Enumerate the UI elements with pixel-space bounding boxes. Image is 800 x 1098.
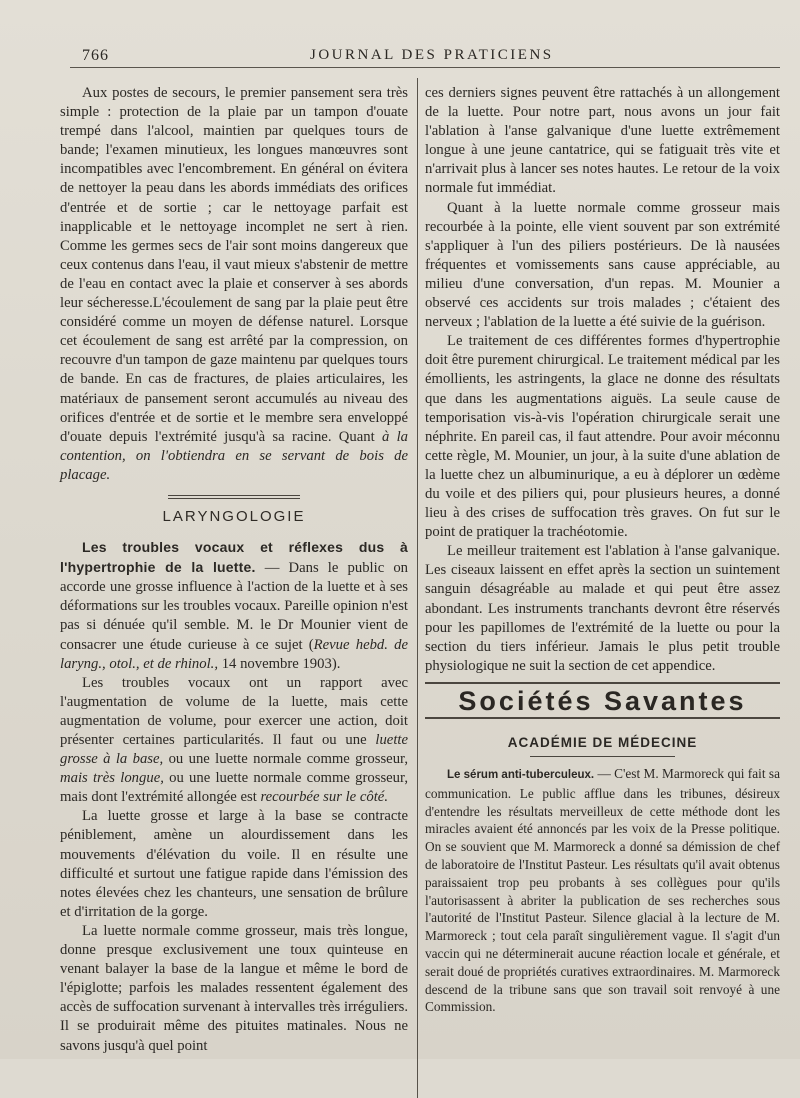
volume-italic-3: recourbée sur le côté.: [260, 789, 388, 806]
section-separator: [168, 495, 300, 499]
paragraph-large-base: La luette grosse et large à la base se contracte péniblement, amène un alourdissement dans les mouvements d'élévation du voile. Il en résulte une difficulté et surtout une fatigue rapide dans l'émission des notes élevées chez les chanteurs, une sensation de brûlure et d'irritation de la gorge.: [60, 808, 408, 920]
academy-heading: ACADÉMIE DE MÉDECINE: [507, 735, 698, 750]
left-column: [60, 84, 408, 1056]
page-number: 766: [82, 47, 109, 64]
reference-date: 14 novembre 1903).: [221, 655, 341, 672]
article-title: Les troubles vocaux et réflexes dus à l'hypertrophie de la luette.: [60, 539, 408, 576]
serum-lead: Le sérum anti-tuberculeux.: [447, 769, 595, 782]
paragraph-first-aid: [60, 84, 408, 485]
running-head: JOURNAL DES PRATICIENS: [310, 47, 554, 63]
volume-text-b: ou une luette normale comme grosseur,: [168, 751, 409, 768]
first-aid-italic: à la contention, on l'obtiendra en se servant de bois de placage.: [60, 428, 408, 483]
volume-italic-2: mais très longue,: [60, 770, 164, 787]
paragraph-long-uvula: La luette normale comme grosseur, mais très longue, donne presque exclusivement une toux quinteuse en venant balayer la base de la langue et même le bord de l'épiglotte; parfois les malades ressentent également des accès de suffocation survenant à intervalles très irréguliers. Il se produirait même des pituites matinales. Nous ne savons jusqu'à quel point: [60, 922, 408, 1054]
paragraph-treatment: Le traitement de ces différentes formes d'hypertrophie doit être purement chirurgical. Le traitement médical par les émollients, les astringents, la glace ne donne des résultats que dans les augmentations aiguës. La seule cause de temporisation vis-à-vis l'opération chirurgicale serait une néphrite. En pareil cas, il faut attendre. Pour avoir méconnu cette règle, M. Mounier, un jour, à la suite d'une ablation de la luette chez un albuminurique, a eu à déplorer un œdème du voile et des piliers qui, pour plusieurs heures, a donné lieu à des crises de suffocation très graves. On fut sur le point de pratiquer la trachéotomie.: [425, 333, 780, 541]
right-column: [425, 84, 780, 1016]
volume-text-a: Les troubles vocaux ont un rapport avec l'augmentation de volume de la luette, mais cette augmentation de volume, pour exercer une action, doit présenter certaines particularités. Il faut ou une: [60, 674, 408, 748]
article-intro: [60, 538, 408, 674]
volume-text-c: ou une luette normale comme grosseur, mais dont l'extrémité allongée est: [60, 770, 408, 806]
article-intro-text: — Dans le public on accorde une grosse influence à l'action de la luette et à ses déformations sur les troubles vocaux. Pareille opinion n'est pas si dénuée qu'il semble. M. le Dr Mounier vient de consacrer une étude curieuse à ce sujet (: [60, 560, 409, 653]
journal-reference: Revue hebd. de laryng., otol., et de rhinol.,: [60, 636, 408, 672]
serum-text: — C'est M. Marmoreck qui fait sa communication. Le public afflue dans les tribunes, désireux d'entendre les résultats merveilleux de cette méthode dont les miracles avaient été annoncés par les voix de la Presse politique. On se souvient que M. Marmoreck a donné sa démission de chef de laboratoire de l'Institut Pasteur. Les résultats qu'il avait obtenus paraissaient trop peu probants à ses collègues pour qu'ils l'autorisassent à abriter la publication de ses recherches sous l'autorité de l'Institut Pasteur. Silence glacial à la lecture de M. Marmoreck ; tout cela paraît singulièrement vague. Il s'agit d'un vaccin qui ne déterminerait aucune réaction locale et générale, et serait doué de propriétés curatives extraordinaires. M. Marmoreck descend de la tribune sans que son travail soit renvoyé à une Commission.: [425, 766, 780, 1015]
paragraph-volume: [60, 674, 408, 808]
societes-banner: [425, 682, 780, 719]
paragraph-serum: [425, 765, 780, 1016]
academy-rule: [530, 756, 675, 757]
paragraph-continuation: ces derniers signes peuvent être rattachés à un allongement de la luette. Pour notre part, nous avons un jour fait l'ablation à l'anse galvanique d'une luette extrêmement longue à une jeune cantatrice, qui se fatiguait très vite et n'arrivait plus à lancer ses notes hautes. Le retour de la voix normale fut immédiat.: [425, 85, 780, 197]
paragraph-curved-tip: Quant à la luette normale comme grosseur mais recourbée à la pointe, elle vient souvent par son extrémité s'appliquer à l'un des piliers postérieurs. De là nausées fréquentes et vomissements sans cause appréciable, au milieu d'une conversation, d'un repas. M. Mounier a observé ces accidents sur trois malades ; c'étaient des nerveux ; l'ablation de la luette a été suivie de la guérison.: [425, 199, 780, 331]
first-aid-text: Aux postes de secours, le premier pansement sera très simple : protection de la plaie par un tampon d'ouate trempé dans l'alcool, maintien par quelques tours de bande; l'examen minutieux, les longues manœuvres sont incompatibles avec l'encombrement. En général on évitera de nettoyer la peau dans les abords immédiats des orifices d'entrée et de sortie ; car le nettoyage parfait est inapplicable et le nettoyage incomplet ne sert à rien. Comme les germes secs de l'air sont moins dangereux que ceux contenus dans l'eau, il vaut mieux s'abstenir de mettre de l'eau en contact avec la plaie et conserver à ses abords leur sécheresse.L'écoulement de sang par la plaie peut être considéré comme un moyen de défense naturel. Lorsque cet écoulement de sang est arrêté par la compression, on recouvre d'un tampon de gaze maintenu par quelques tours de bande. En cas de fractures, de plaies articulaires, les matériaux de pansement seront accumulés au niveau des orifices d'entrée et de sortie et le membre sera enveloppé d'ouate depuis l'extrémité jusqu'à sa racine. Quant: [60, 85, 408, 445]
paragraph-best-treatment: Le meilleur traitement est l'ablation à l'anse galvanique. Les ciseaux laissent en effet après la section un suintement sanguin désagréable au malade et qui peut être assez abondant. Les instruments tranchants devront être réservés pour les papillomes de l'extrémité de la luette ou pour la section du tiers inférieur. Jamais le plus petit trouble physiologique ne suit la section de cet appendice.: [425, 543, 780, 674]
societes-title: Sociétés Savantes: [458, 685, 747, 716]
volume-italic-1: luette grosse à la base,: [60, 732, 408, 768]
section-heading-laryngologie: LARYNGOLOGIE: [162, 507, 306, 525]
column-divider: [417, 78, 418, 1098]
page-header: [70, 45, 780, 68]
